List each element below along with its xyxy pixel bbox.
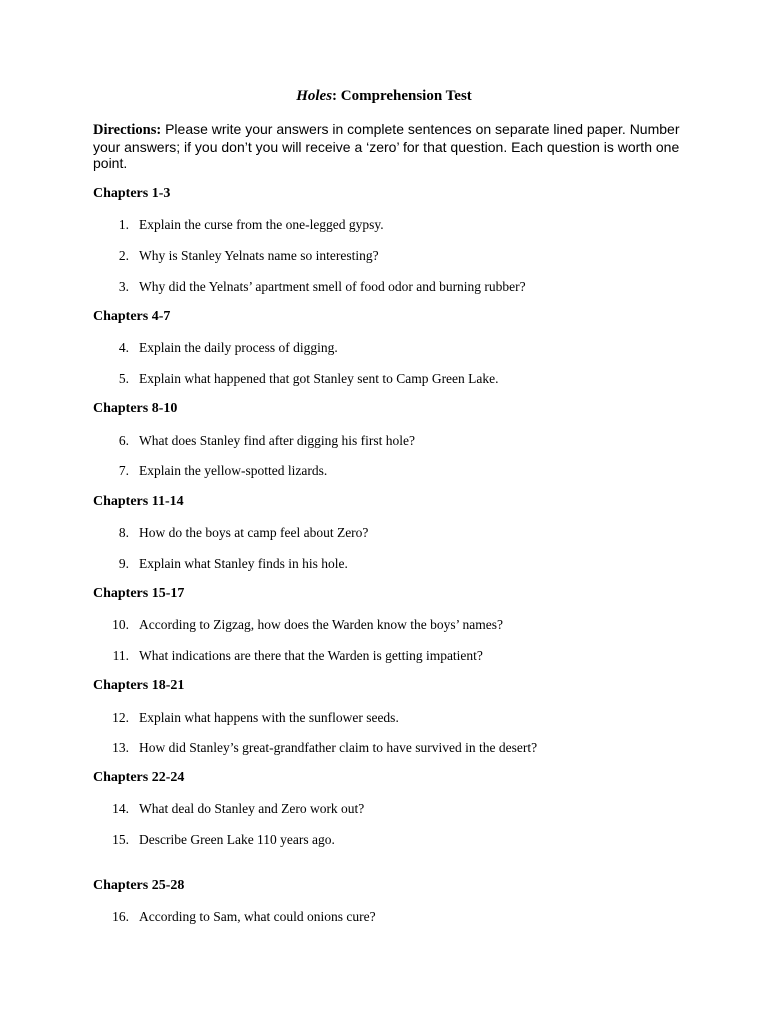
- question-item: [93, 801, 364, 817]
- question-text: According to Sam, what could onions cure?: [139, 909, 376, 924]
- title-book-name: Holes: [296, 88, 333, 104]
- question-text: Explain the daily process of digging.: [139, 340, 338, 355]
- question-number: 9.: [118, 556, 129, 571]
- question-text: What deal do Stanley and Zero work out?: [139, 801, 365, 816]
- question-item: [93, 648, 483, 664]
- chapter-heading: Chapters 18-21: [93, 678, 185, 693]
- question-item: [93, 279, 526, 295]
- question-number: 1.: [118, 217, 129, 232]
- question-number: 2.: [118, 248, 129, 263]
- question-text: Describe Green Lake 110 years ago.: [139, 832, 335, 847]
- directions-paragraph: [93, 121, 683, 172]
- question-item: [93, 371, 499, 387]
- question-text: What indications are there that the Warden is getting impatient?: [139, 648, 483, 663]
- question-item: [93, 248, 379, 264]
- directions-label: Directions:: [93, 122, 162, 138]
- chapter-heading: Chapters 4-7: [93, 309, 171, 324]
- question-item: [93, 832, 335, 848]
- chapter-heading: Chapters 25-28: [93, 878, 185, 893]
- question-number: 5.: [118, 371, 129, 386]
- question-number: 4.: [118, 340, 129, 355]
- question-text: According to Zigzag, how does the Warden know the boys’ names?: [139, 617, 503, 632]
- question-item: [93, 556, 348, 572]
- question-number: 8.: [118, 525, 129, 540]
- question-text: Explain what happens with the sunflower seeds.: [139, 710, 399, 725]
- question-text: Explain what happened that got Stanley sent to Camp Green Lake.: [139, 371, 499, 386]
- question-number: 11.: [112, 648, 129, 663]
- page-title: [0, 87, 768, 105]
- chapter-heading: Chapters 1-3: [93, 186, 171, 201]
- question-item: [93, 710, 399, 726]
- question-item: [93, 340, 338, 356]
- question-number: 6.: [118, 433, 129, 448]
- directions-text: Please write your answers in complete sentences on separate lined paper. Number your answers; if you don’t you will receive a ‘zero’ for that question. Each question is worth one point.: [93, 121, 680, 171]
- question-number: 13.: [112, 740, 129, 755]
- question-item: [93, 909, 376, 925]
- question-text: Explain the yellow-spotted lizards.: [139, 463, 328, 478]
- question-item: [93, 525, 368, 541]
- title-rest: : Comprehension Test: [332, 88, 472, 104]
- question-item: [93, 740, 537, 756]
- question-item: [93, 463, 327, 479]
- question-text: Explain the curse from the one-legged gypsy.: [139, 217, 384, 232]
- question-item: [93, 433, 415, 449]
- question-number: 14.: [112, 801, 129, 816]
- chapter-heading: Chapters 11-14: [93, 494, 184, 509]
- question-text: How did Stanley’s great-grandfather claim to have survived in the desert?: [139, 740, 538, 755]
- question-text: Why did the Yelnats’ apartment smell of food odor and burning rubber?: [139, 279, 526, 294]
- chapter-heading: Chapters 8-10: [93, 401, 178, 416]
- chapter-heading: Chapters 22-24: [93, 770, 185, 785]
- question-number: 3.: [118, 279, 129, 294]
- question-text: How do the boys at camp feel about Zero?: [139, 525, 369, 540]
- question-number: 7.: [118, 463, 129, 478]
- question-number: 10.: [112, 617, 129, 632]
- question-item: [93, 217, 384, 233]
- chapter-heading: Chapters 15-17: [93, 586, 185, 601]
- question-text: Why is Stanley Yelnats name so interesting?: [139, 248, 379, 263]
- question-number: 12.: [112, 710, 129, 725]
- question-text: Explain what Stanley finds in his hole.: [139, 556, 348, 571]
- question-number: 16.: [112, 909, 129, 924]
- question-text: What does Stanley find after digging his first hole?: [139, 433, 415, 448]
- question-number: 15.: [112, 832, 129, 847]
- question-item: [93, 617, 503, 633]
